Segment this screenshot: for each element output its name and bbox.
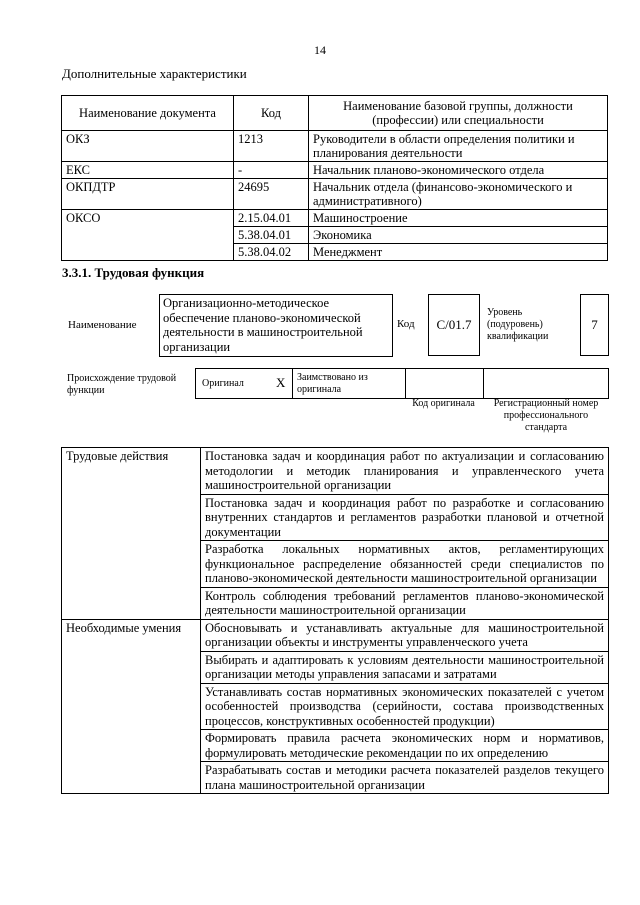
name-cell: Менеджмент <box>309 244 608 261</box>
skill-item: Разрабатывать состав и методики расчета показателей разделов текущего плана машиностроительной организации <box>201 762 609 794</box>
header-code: Код <box>234 96 309 131</box>
empty-label-cell <box>62 494 201 541</box>
code-original-label: Код оригинала <box>412 398 475 409</box>
table-row <box>62 162 608 179</box>
empty-label-cell <box>62 587 201 619</box>
borrowed-label: Заимствовано из оригинала <box>297 372 368 395</box>
original-cell <box>195 368 293 399</box>
header-group-name: Наименование базовой группы, должности (профессии) или специальности <box>309 96 608 131</box>
action-item: Разработка локальных нормативных актов, регламентирующих функциональное распределение обязанностей среди специалистов по планово-экономической деятельности машиностроительной организации <box>201 541 609 588</box>
skills-label: Необходимые умения <box>62 619 201 651</box>
doc-cell <box>62 227 234 244</box>
code-cell: 1213 <box>234 131 309 162</box>
table-row <box>62 762 609 794</box>
action-item: Постановка задач и координация работ по разработке и согласованию внутренних стандартов и регламентов разработки плановой и отчетной документации <box>201 494 609 541</box>
code-cell: 5.38.04.01 <box>234 227 309 244</box>
table-row <box>62 683 609 730</box>
doc-cell: ОКЗ <box>62 131 234 162</box>
header-document: Наименование документа <box>62 96 234 131</box>
code-cell: - <box>234 162 309 179</box>
skill-item: Обосновывать и устанавливать актуальные для машиностроительной организации объекты и инструменты управленческого учета <box>201 619 609 651</box>
table-row <box>62 619 609 651</box>
code-original-cell <box>405 368 484 399</box>
name-cell: Экономика <box>309 227 608 244</box>
function-details-table <box>61 447 609 794</box>
doc-cell: ОКСО <box>62 210 234 227</box>
table-row <box>62 494 609 541</box>
name-cell: Руководители в области определения политики и планирования деятельности <box>309 131 608 162</box>
code-cell: 2.15.04.01 <box>234 210 309 227</box>
table-row <box>62 448 609 495</box>
empty-label-cell <box>62 651 201 683</box>
table-row <box>62 131 608 162</box>
skill-item: Устанавливать состав нормативных экономических показателей с учетом особенностей производства (серийности, состава производственных процессов, конструктивных особенностей продукции) <box>201 683 609 730</box>
code-cell: 5.38.04.02 <box>234 244 309 261</box>
empty-label-cell <box>62 730 201 762</box>
function-name-value: Организационно-методическое обеспечение планово-экономической деятельности в машиностроительной организации <box>163 296 363 354</box>
table-row <box>62 651 609 683</box>
additional-characteristics-title: Дополнительные характеристики <box>62 66 247 81</box>
doc-cell: ОКПДТР <box>62 179 234 210</box>
level-box <box>580 294 609 356</box>
table-header-row <box>62 96 608 131</box>
code-box <box>428 294 480 356</box>
level-value: 7 <box>591 317 598 332</box>
empty-label-cell <box>62 541 201 588</box>
empty-label-cell <box>62 762 201 794</box>
qualification-level-label: Уровень (подуровень) квалификации <box>487 307 549 342</box>
borrowed-cell <box>292 368 406 399</box>
doc-cell: ЕКС <box>62 162 234 179</box>
section-title: 3.3.1. Трудовая функция <box>62 265 205 280</box>
table-row <box>62 179 608 210</box>
function-name-box <box>159 294 393 357</box>
page-number: 14 <box>314 43 326 57</box>
doc-cell <box>62 244 234 261</box>
original-mark: X <box>276 375 286 390</box>
name-cell: Машиностроение <box>309 210 608 227</box>
origin-label: Происхождение трудовой функции <box>67 373 177 396</box>
original-label: Оригинал <box>202 378 244 389</box>
table-row <box>62 587 609 619</box>
table-row <box>62 730 609 762</box>
table-row <box>62 227 608 244</box>
skill-item: Выбирать и адаптировать к условиям деятельности машиностроительной организации методы управления запасами и затратами <box>201 651 609 683</box>
table-row <box>62 210 608 227</box>
name-cell: Начальник планово-экономического отдела <box>309 162 608 179</box>
table-row <box>62 541 609 588</box>
code-value: С/01.7 <box>436 317 472 332</box>
reg-number-label: Регистрационный номер профессионального стандарта <box>493 398 599 433</box>
name-label: Наименование <box>68 319 137 331</box>
name-cell: Начальник отдела (финансово-экономического и административного) <box>309 179 608 210</box>
empty-label-cell <box>62 683 201 730</box>
code-cell: 24695 <box>234 179 309 210</box>
reg-number-cell <box>483 368 609 399</box>
table-row <box>62 244 608 261</box>
code-label: Код <box>397 318 415 330</box>
action-item: Постановка задач и координация работ по актуализации и согласованию методологии и методик планирования и управленческого учета машиностроительной организации <box>201 448 609 495</box>
additional-characteristics-table <box>61 95 608 261</box>
skill-item: Формировать правила расчета экономических норм и нормативов, формулировать методические рекомендации по их определению <box>201 730 609 762</box>
action-item: Контроль соблюдения требований регламентов планово-экономической деятельности машиностроительной организации <box>201 587 609 619</box>
actions-label: Трудовые действия <box>62 448 201 495</box>
